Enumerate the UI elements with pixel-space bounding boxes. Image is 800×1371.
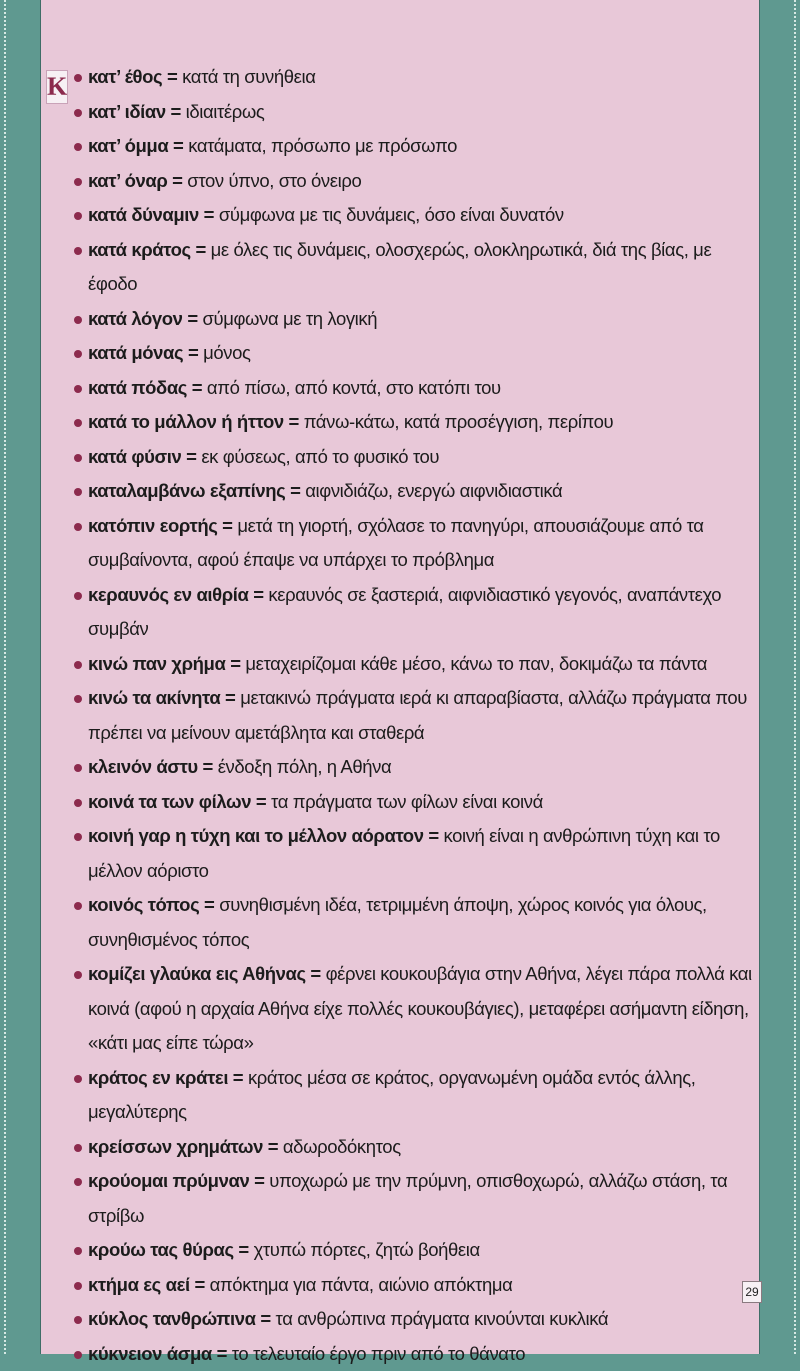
- entry-separator: =: [217, 515, 237, 536]
- entry-term: κατά δύναμιν: [88, 204, 199, 225]
- list-item: [74, 750, 764, 785]
- entry-separator: =: [183, 342, 203, 363]
- entry-separator: =: [225, 653, 245, 674]
- list-item: [74, 1164, 764, 1233]
- left-stitch: [4, 0, 6, 1354]
- right-stitch: [794, 0, 796, 1354]
- list-item: [74, 681, 764, 750]
- bullet-icon: [74, 833, 82, 841]
- entry-separator: =: [285, 480, 305, 501]
- entry-term: κύκνειον άσμα: [88, 1343, 212, 1364]
- list-item: [74, 509, 764, 578]
- entry-definition: μετακινώ πράγματα ιερά κι απαραβίαστα, αλλάζω πράγματα που πρέπει να μείνουν αμετάβλητα και σταθερά: [88, 687, 747, 743]
- list-item: [74, 474, 764, 509]
- entry-term: κλεινόν άστυ: [88, 756, 198, 777]
- list-item: [74, 578, 764, 647]
- entry-definition: κατά τη συνήθεια: [182, 66, 315, 87]
- entry-definition: στον ύπνο, στο όνειρο: [187, 170, 361, 191]
- entry-definition: τα πράγματα των φίλων είναι κοινά: [271, 791, 543, 812]
- bullet-icon: [74, 1247, 82, 1255]
- entry-term: κινώ παν χρήμα: [88, 653, 225, 674]
- bullet-icon: [74, 1351, 82, 1359]
- section-letter-badge: Κ: [46, 70, 68, 104]
- entry-separator: =: [249, 1170, 269, 1191]
- bullet-icon: [74, 247, 82, 255]
- entry-definition: σύμφωνα με τις δυνάμεις, όσο είναι δυνατόν: [219, 204, 564, 225]
- entry-definition: ένδοξη πόλη, η Αθήνα: [218, 756, 392, 777]
- bullet-icon: [74, 488, 82, 496]
- bullet-icon: [74, 1316, 82, 1324]
- entry-term: κατ’ όμμα: [88, 135, 168, 156]
- entry-separator: =: [220, 687, 240, 708]
- entry-term: κρούομαι πρύμναν: [88, 1170, 249, 1191]
- entry-separator: =: [183, 308, 203, 329]
- entry-definition: απόκτημα για πάντα, αιώνιο απόκτημα: [210, 1274, 513, 1295]
- bullet-icon: [74, 350, 82, 358]
- entry-definition: μόνος: [203, 342, 250, 363]
- entry-term: κτήμα ες αεί: [88, 1274, 190, 1295]
- left-border: [0, 0, 41, 1354]
- list-item: [74, 233, 764, 302]
- bullet-icon: [74, 178, 82, 186]
- entry-definition: ιδιαιτέρως: [186, 101, 265, 122]
- list-item: [74, 647, 764, 682]
- entry-term: κατά το μάλλον ή ήττον: [88, 411, 284, 432]
- bullet-icon: [74, 385, 82, 393]
- bullet-icon: [74, 212, 82, 220]
- entry-separator: =: [249, 584, 269, 605]
- bullet-icon: [74, 419, 82, 427]
- entry-separator: =: [162, 66, 182, 87]
- list-item: [74, 1268, 764, 1303]
- entry-separator: =: [212, 1343, 232, 1364]
- list-item: [74, 440, 764, 475]
- entry-separator: =: [199, 204, 219, 225]
- entry-definition: αδωροδόκητος: [283, 1136, 401, 1157]
- list-item: [74, 1130, 764, 1165]
- bullet-icon: [74, 695, 82, 703]
- bullet-icon: [74, 143, 82, 151]
- entry-term: κατά λόγον: [88, 308, 183, 329]
- bullet-icon: [74, 523, 82, 531]
- entry-definition: εκ φύσεως, από το φυσικό του: [201, 446, 439, 467]
- entry-definition: κράτος μέσα σε κράτος, οργανωμένη ομάδα εντός άλλης, μεγαλύτερης: [88, 1067, 695, 1123]
- entry-separator: =: [191, 239, 211, 260]
- entry-separator: =: [199, 894, 219, 915]
- entry-term: κοινά τα των φίλων: [88, 791, 251, 812]
- entry-term: κρείσσων χρημάτων: [88, 1136, 263, 1157]
- entry-definition: συνηθισμένη ιδέα, τετριμμένη άποψη, χώρος κοινός για όλους, συνηθισμένος τόπος: [88, 894, 707, 950]
- entry-separator: =: [187, 377, 207, 398]
- entry-term: κοινός τόπος: [88, 894, 199, 915]
- entry-term: κομίζει γλαύκα εις Αθήνας: [88, 963, 306, 984]
- entry-term: κατά φύσιν: [88, 446, 181, 467]
- entry-term: κινώ τα ακίνητα: [88, 687, 220, 708]
- bullet-icon: [74, 799, 82, 807]
- entry-separator: =: [263, 1136, 283, 1157]
- list-item: [74, 819, 764, 888]
- entry-term: κατ’ όναρ: [88, 170, 167, 191]
- entry-term: κατά κράτος: [88, 239, 191, 260]
- entry-separator: =: [234, 1239, 254, 1260]
- entry-definition: το τελευταίο έργο πριν από το θάνατο: [232, 1343, 525, 1364]
- bullet-icon: [74, 109, 82, 117]
- list-item: [74, 785, 764, 820]
- list-item: [74, 129, 764, 164]
- entry-term: κατά μόνας: [88, 342, 183, 363]
- entry-separator: =: [198, 756, 218, 777]
- list-item: [74, 336, 764, 371]
- entry-definition: τα ανθρώπινα πράγματα κινούνται κυκλικά: [276, 1308, 609, 1329]
- entry-definition: με όλες τις δυνάμεις, ολοσχερώς, ολοκληρωτικά, διά της βίας, με έφοδο: [88, 239, 711, 295]
- entry-definition: σύμφωνα με τη λογική: [202, 308, 377, 329]
- bullet-icon: [74, 592, 82, 600]
- bullet-icon: [74, 1282, 82, 1290]
- bullet-icon: [74, 661, 82, 669]
- entry-definition: μετά τη γιορτή, σχόλασε το πανηγύρι, απουσιάζουμε από τα συμβαίνοντα, αφού έπαψε να υπάρχει το πρόβλημα: [88, 515, 704, 571]
- entry-term: κεραυνός εν αιθρία: [88, 584, 249, 605]
- entry-term: κατά πόδας: [88, 377, 187, 398]
- bullet-icon: [74, 1178, 82, 1186]
- list-item: [74, 1302, 764, 1337]
- entry-definition: χτυπώ πόρτες, ζητώ βοήθεια: [254, 1239, 480, 1260]
- list-item: [74, 198, 764, 233]
- right-border: [759, 0, 800, 1354]
- bullet-icon: [74, 902, 82, 910]
- list-item: [74, 405, 764, 440]
- list-item: [74, 1233, 764, 1268]
- list-item: [74, 957, 764, 1061]
- entry-definition: κεραυνός σε ξαστεριά, αιφνιδιαστικό γεγονός, αναπάντεχο συμβάν: [88, 584, 721, 640]
- entry-term: κατ’ ιδίαν: [88, 101, 166, 122]
- page-number: 29: [742, 1281, 762, 1303]
- bullet-icon: [74, 454, 82, 462]
- entry-term: κράτος εν κράτει: [88, 1067, 228, 1088]
- bullet-icon: [74, 1144, 82, 1152]
- entry-term: καταλαμβάνω εξαπίνης: [88, 480, 285, 501]
- entry-definition: πάνω-κάτω, κατά προσέγγιση, περίπου: [304, 411, 614, 432]
- entry-separator: =: [228, 1067, 248, 1088]
- entry-separator: =: [424, 825, 444, 846]
- entry-term: κατόπιν εορτής: [88, 515, 217, 536]
- entry-definition: αιφνιδιάζω, ενεργώ αιφνιδιαστικά: [305, 480, 562, 501]
- list-item: [74, 60, 764, 95]
- list-item: [74, 371, 764, 406]
- entry-definition: υποχωρώ με την πρύμνη, οπισθοχωρώ, αλλάζω στάση, τα στρίβω: [88, 1170, 727, 1226]
- entry-term: κοινή γαρ η τύχη και το μέλλον αόρατον: [88, 825, 424, 846]
- entry-definition: κατάματα, πρόσωπο με πρόσωπο: [188, 135, 457, 156]
- bullet-icon: [74, 316, 82, 324]
- bullet-icon: [74, 1075, 82, 1083]
- entry-separator: =: [168, 135, 188, 156]
- bullet-icon: [74, 971, 82, 979]
- entry-separator: =: [256, 1308, 276, 1329]
- list-item: [74, 888, 764, 957]
- entry-separator: =: [167, 170, 187, 191]
- entry-separator: =: [306, 963, 326, 984]
- entry-term: κατ’ έθος: [88, 66, 162, 87]
- phrase-list: [74, 60, 764, 1371]
- entry-definition: φέρνει κουκουβάγια στην Αθήνα, λέγει πάρα πολλά και κοινά (αφού η αρχαία Αθήνα είχε πολλές κουκουβάγιες), μεταφέρει ασήμαντη είδηση, «κάτι μας είπε τώρα»: [88, 963, 752, 1053]
- entry-definition: από πίσω, από κοντά, στο κατόπι του: [207, 377, 501, 398]
- bullet-icon: [74, 764, 82, 772]
- entry-definition: μεταχειρίζομαι κάθε μέσο, κάνω το παν, δοκιμάζω τα πάντα: [245, 653, 707, 674]
- list-item: [74, 1061, 764, 1130]
- entry-separator: =: [284, 411, 304, 432]
- list-item: [74, 164, 764, 199]
- entry-separator: =: [251, 791, 271, 812]
- entry-term: κύκλος τανθρώπινα: [88, 1308, 256, 1329]
- entry-separator: =: [190, 1274, 210, 1295]
- entry-definition: κοινή είναι η ανθρώπινη τύχη και το μέλλον αόριστο: [88, 825, 720, 881]
- entry-separator: =: [166, 101, 186, 122]
- bullet-icon: [74, 74, 82, 82]
- list-item: [74, 302, 764, 337]
- list-item: [74, 95, 764, 130]
- entry-term: κρούω τας θύρας: [88, 1239, 234, 1260]
- entry-separator: =: [181, 446, 201, 467]
